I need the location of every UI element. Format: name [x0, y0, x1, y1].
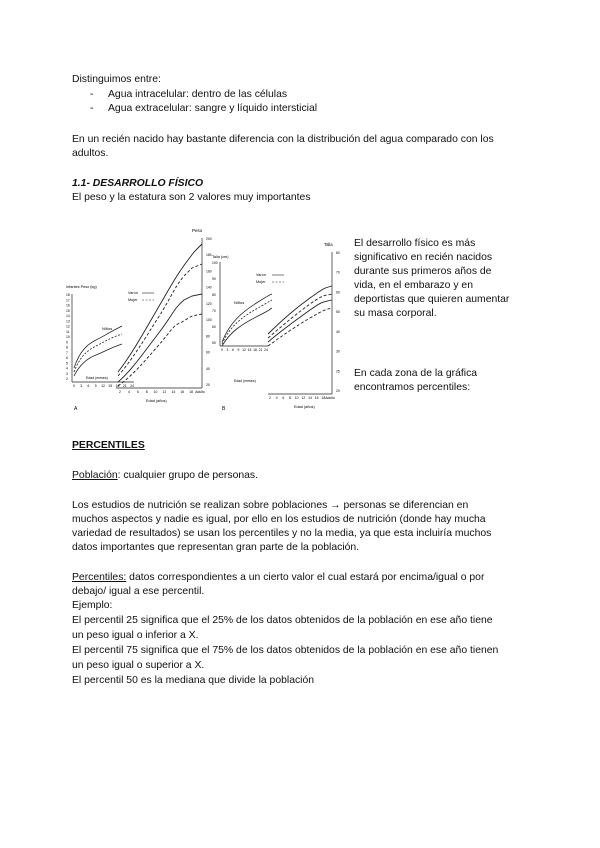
x-axis-label: Edad (años): [294, 405, 315, 409]
y-tick-left: 12: [66, 324, 70, 329]
estudios-line: Los estudios de nutrición se realizan sobre poblaciones → personas se diferencian en: [72, 500, 469, 511]
section-subtitle: El peso y la estatura son 2 valores muy importantes: [72, 192, 311, 203]
panel-label: B: [222, 406, 226, 412]
y-axis-label-left: Talla (cm): [212, 255, 229, 259]
x-tick: 6: [282, 396, 285, 400]
y-tick-left: 11: [66, 329, 70, 334]
ejemplo-label: Ejemplo:: [72, 600, 113, 611]
chart-panel-height: [212, 242, 333, 412]
intro-paragraph-line: adultos.: [72, 148, 109, 159]
y-tick-right: 20: [206, 383, 210, 387]
percentiles-label: Percentiles:: [72, 572, 127, 583]
x-tick: 2: [269, 396, 271, 400]
intro-lead: Distinguimos entre:: [72, 74, 161, 85]
y-tick-left: 10: [66, 335, 70, 339]
x-tick-infant: 3: [226, 348, 229, 352]
y-tick-right: 50: [336, 310, 340, 315]
y-tick-right: 40: [206, 366, 210, 371]
y-tick-left: 5: [66, 361, 68, 366]
curve-male-upper: [268, 286, 332, 334]
chart-title: Talla: [324, 242, 333, 247]
chart-panel-weight: [66, 228, 203, 412]
y-tick-right: 60: [206, 350, 210, 355]
poblacion-definition: : cualquier grupo de personas.: [117, 470, 259, 481]
side-text-line: vida, en el embarazo y en: [354, 280, 473, 291]
y-tick-left: 13: [66, 319, 70, 324]
y-tick-left: 90: [212, 277, 216, 281]
curve-infant-lower: [74, 344, 122, 376]
side-text-line: El desarrollo físico es más: [354, 238, 476, 249]
x-tick: 4: [127, 390, 130, 394]
y-tick-left: 100: [212, 261, 218, 265]
y-tick-left: 6: [66, 356, 68, 360]
y-tick-right: 200: [206, 237, 212, 241]
side-text-line: durante sus primeros años de: [354, 266, 492, 277]
y-tick-left: 50: [212, 341, 216, 345]
example-line: El percentil 50 es la mediana que divide la población: [72, 675, 315, 686]
x-tick-infant: 0: [73, 384, 75, 388]
legend-male: Varón: [128, 291, 138, 295]
y-tick-left: 3: [66, 371, 68, 376]
x-tick: 14: [308, 396, 312, 400]
x-axis-label-infant: Edad (meses): [86, 376, 108, 380]
x-tick-infant: 6: [232, 348, 234, 352]
example-line: un peso igual o inferior a X.: [72, 630, 199, 641]
y-tick-right: 180: [206, 253, 212, 258]
x-axis-label: Edad (años): [146, 399, 167, 403]
x-tick: Adulto: [325, 396, 335, 400]
y-tick-left: 8: [66, 345, 68, 350]
x-tick: 4: [275, 396, 278, 400]
x-tick-infant: 21: [258, 348, 263, 352]
estudios-line: muchos aspectos y nadie es igual, por ello en los estudios de nutrición (donde hay mucha: [72, 514, 486, 525]
x-tick-infant: 9: [237, 348, 240, 352]
y-tick-right: 120: [206, 301, 212, 306]
x-tick: 10: [294, 396, 299, 400]
curve-female-lower: [115, 314, 202, 388]
x-tick-infant: 12: [101, 384, 105, 388]
x-tick: 8: [145, 390, 148, 394]
bullet-text: Agua extracelular: sangre y líquido intersticial: [108, 103, 318, 114]
side-text-line: En cada zona de la gráfica: [354, 368, 478, 379]
y-tick-left: 80: [212, 293, 216, 297]
curve-infant-upper: [222, 294, 272, 342]
x-tick: 12: [301, 396, 306, 400]
x-tick-infant: 18: [115, 384, 120, 388]
group-label: Niños: [102, 326, 113, 331]
y-tick-right: 70: [336, 270, 340, 275]
side-text-line: su masa corporal.: [354, 308, 437, 319]
x-tick: 14: [171, 390, 176, 394]
y-tick-left: 4: [66, 366, 68, 371]
y-tick-left: 14: [66, 314, 70, 318]
poblacion-line: [72, 468, 258, 483]
legend-female: Mujer: [128, 298, 138, 302]
bullet-text: Agua intracelular: dentro de las células: [108, 89, 288, 100]
y-tick-right: 100: [206, 318, 212, 323]
x-tick-infant: 9: [94, 384, 97, 388]
x-tick-infant: 3: [80, 384, 83, 388]
x-tick: 16: [314, 396, 319, 400]
x-tick-infant: 0: [221, 348, 223, 352]
x-tick: Adulto: [195, 390, 205, 394]
x-tick-infant: 24: [130, 384, 134, 388]
y-axis-label-left: Infantes Peso (kg): [66, 285, 97, 289]
y-tick-right: 80: [336, 251, 340, 255]
y-tick-left: 7: [66, 350, 68, 355]
y-tick-right: 25: [336, 369, 340, 374]
intro-paragraph-line: En un recién nacido hay bastante diferencia con la distribución del agua comparado con los: [72, 134, 494, 145]
y-tick-right: 80: [206, 334, 210, 339]
x-tick: 2: [119, 390, 121, 394]
y-tick-left: 18: [66, 293, 70, 297]
growth-charts-figure: [62, 222, 352, 418]
x-tick: 8: [289, 396, 291, 400]
x-tick: 16: [180, 390, 185, 394]
section-heading: 1.1- DESARROLLO FÍSICO: [72, 178, 204, 189]
curve-male-lower: [268, 300, 332, 342]
x-tick-infant: 12: [242, 348, 246, 352]
y-tick-left: 2: [66, 377, 68, 381]
x-tick: 12: [162, 390, 167, 394]
x-tick-infant: 21: [122, 384, 127, 388]
x-axis-label-infant: Edad (meses): [234, 379, 256, 383]
y-tick-right: 60: [336, 290, 340, 295]
y-tick-left: 70: [212, 309, 216, 313]
poblacion-label: Población: [72, 470, 118, 481]
estudios-line: variedad de resultados) se usan los percentiles y no la media, ya que esta incluiría muchos: [72, 528, 492, 539]
group-label: Niños: [234, 300, 245, 305]
percentiles-heading: PERCENTILES: [72, 440, 145, 451]
y-tick-right: 30: [336, 349, 340, 354]
bullet-marker: -: [90, 103, 94, 114]
percentiles-def-line: [72, 570, 484, 585]
x-tick: 10: [153, 390, 158, 394]
example-line: El percentil 25 significa que el 25% de los datos obtenidos de la población en ese año tiene: [72, 615, 493, 626]
y-tick-left: 9: [66, 340, 68, 345]
example-line: un peso igual o superior a X.: [72, 660, 205, 671]
curve-male-lower: [118, 294, 202, 382]
percentiles-definition: datos correspondientes a un cierto valor el cual estará por encima/igual o por: [126, 572, 485, 583]
x-tick-infant: 6: [87, 384, 90, 388]
x-tick-infant: 15: [247, 348, 252, 352]
x-tick: 18: [321, 396, 326, 400]
legend-male: Varón: [256, 273, 266, 277]
y-tick-right: 140: [206, 285, 212, 290]
x-tick-infant: 18: [253, 348, 257, 352]
y-tick-left: 16: [66, 303, 70, 308]
curve-female-upper: [268, 294, 332, 338]
side-text-line: encontramos percentiles:: [354, 382, 471, 393]
y-tick-right: 20: [336, 389, 340, 393]
side-text-line: significativo en recién nacidos: [354, 252, 493, 263]
curve-male-upper: [118, 244, 202, 372]
x-tick-infant: 24: [264, 348, 268, 352]
curve-female-lower: [268, 308, 332, 346]
y-tick-left: 60: [212, 325, 216, 329]
side-text-line: deportistas que quieren aumentar: [354, 294, 510, 305]
legend-female: Mujer: [256, 280, 266, 284]
x-tick: 18: [189, 390, 194, 394]
x-tick-infant: 15: [108, 384, 113, 388]
example-line: El percentil 75 significa que el 75% de los datos obtenidos de la población en ese año tienen: [72, 645, 499, 656]
estudios-line: datos importantes que representan gran parte de la población.: [72, 542, 360, 553]
panel-label: A: [74, 406, 78, 412]
curve-female-upper: [118, 264, 202, 376]
y-tick-right: 160: [206, 269, 212, 274]
chart-title: Peso: [192, 228, 203, 233]
y-tick-right: 40: [336, 329, 340, 334]
y-tick-left: 17: [66, 298, 70, 303]
percentiles-def-line: debajo/ igual a ese percentil.: [72, 586, 205, 597]
y-tick-left: 15: [66, 308, 70, 313]
x-tick: 6: [136, 390, 139, 394]
bullet-marker: -: [90, 89, 94, 100]
